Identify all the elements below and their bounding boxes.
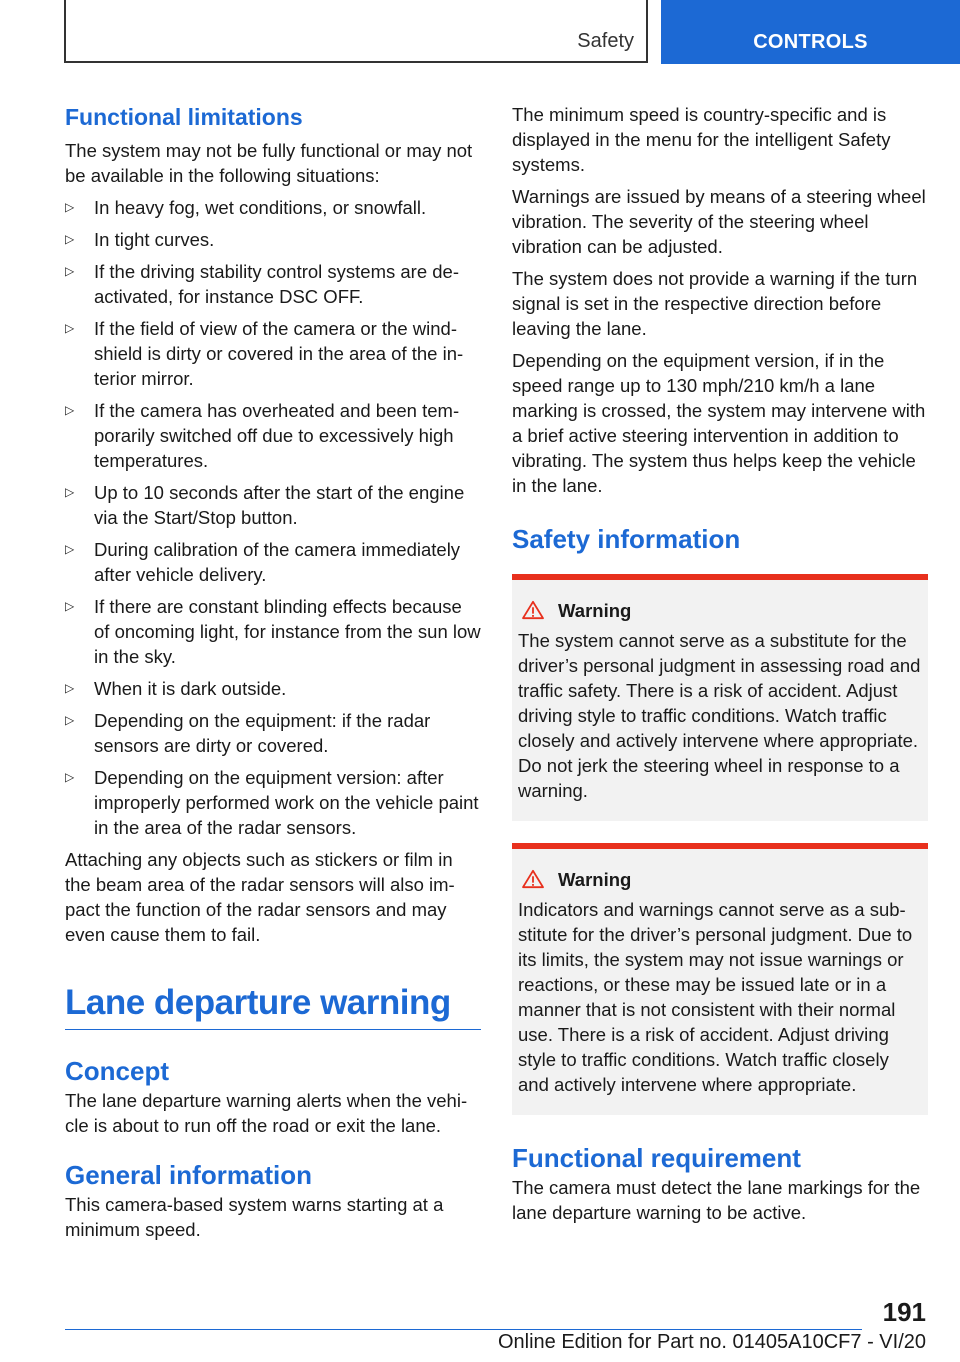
warning-triangle-icon [520,869,546,889]
concept-heading: Concept [65,1056,169,1086]
list-item: ▷ Depending on the equipment: if the radar sensors are dirty or covered. [65,710,431,756]
triangle-right-icon: ▷ [65,542,75,556]
paragraph: The minimum speed is country-specific and is displayed in the menu for the intelligent Safety systems. [512,104,891,175]
footer-rule [65,1329,862,1330]
list-item: ▷ Depending on the equipment version: after improperly performed work on the vehicle paint in the area of the radar sensors. [65,767,479,838]
triangle-right-icon: ▷ [65,232,75,246]
functional-requirement-heading: Functional requirement [512,1143,801,1173]
header-section-title: Safety [577,30,634,52]
paragraph: Depending on the equipment version, if in the speed range up to 130 mph/210 km/h a lane marking is crossed, the system may intervene with a brief active steering intervention in addition to vibrating. The system thus helps keep the vehicle in the lane. [512,350,926,496]
triangle-right-icon: ▷ [65,485,75,499]
warning-title: Warning [518,598,922,624]
list-item: ▷ If there are constant blinding effects because of oncoming light, for instance from the sun low in the sky. [65,596,481,667]
list-item: ▷ In tight curves. [65,229,215,250]
paragraph: The system does not provide a warning if the turn signal is set in the respective direction before leaving the lane. [512,268,918,339]
triangle-right-icon: ▷ [65,200,75,214]
list-item: ▷ If the camera has overheated and been temporarily switched off due to excessively high temperatures. [65,400,460,471]
warning-box [512,574,928,821]
right-column [512,102,928,1232]
list-item: ▷ If the field of view of the camera or the windshield is dirty or covered in the area of the interior mirror. [65,318,464,389]
list-item: ▷ When it is dark outside. [65,678,287,699]
triangle-right-icon: ▷ [65,599,75,613]
triangle-right-icon: ▷ [65,713,75,727]
title-rule [65,1029,481,1030]
limitations-list [65,195,481,840]
general-information-heading: General information [65,1160,313,1190]
triangle-right-icon: ▷ [65,321,75,335]
triangle-right-icon: ▷ [65,770,75,784]
list-item: ▷ If the driving stability control systems are deactivated, for instance DSC OFF. [65,261,460,307]
paragraph: Warnings are issued by means of a steering wheel vibration. The severity of the steering wheel vibration can be adjusted. [512,186,926,257]
limitations-intro: The system may not be fully functional or may not be available in the following situations: [65,140,473,186]
triangle-right-icon: ▷ [65,681,75,695]
warning-box [512,843,928,1115]
page-number: 191 [882,1297,926,1327]
header-chapter-tab[interactable]: CONTROLS [661,0,960,64]
list-item: ▷ Up to 10 seconds after the start of the engine via the Start/Stop button. [65,482,465,528]
triangle-right-icon: ▷ [65,403,75,417]
safety-information-heading: Safety information [512,524,741,554]
header-frame [64,0,648,63]
warning-title: Warning [518,867,922,893]
list-item: ▷ During calibration of the camera immediately after vehicle delivery. [65,539,461,585]
left-column [65,102,481,1249]
lane-departure-title: Lane departure warning [65,983,451,1022]
functional-requirement-text: The camera must detect the lane markings for the lane departure warning to be active. [512,1177,921,1223]
triangle-right-icon: ▷ [65,264,75,278]
functional-limitations-heading: Functional limitations [65,104,303,130]
limitations-outro: Attaching any objects such as stickers or film in the beam area of the radar sensors will also impact the function of the radar sensors and may even cause them to fail. [65,849,455,945]
footer-edition: Online Edition for Part no. 01405A10CF7 - VI/20 [497,1331,926,1353]
general-information-text: This camera-based system warns starting at a minimum speed. [65,1194,444,1240]
warning-text: Indicators and warnings cannot serve as a substitute for the driver’s personal judgment. Due to its limits, the system may not issue warnings or reactions, or these may be issued late or in a manner that is not consistent with their normal use. There is a risk of accident. Adjust driving style to traffic conditions. Watch traffic closely and actively intervene where appropriate. [518,899,913,1095]
concept-text: The lane departure warning alerts when the vehicle is about to run off the road or exit the lane. [65,1090,468,1136]
warning-text: The system cannot serve as a substitute for the driver’s personal judgment in assessing road and traffic safety. There is a risk of accident. Adjust driving style to traffic conditions. Watch traffic closely and actively intervene where appropriate. Do not jerk the steering wheel in response to a warning. [518,630,921,801]
warning-triangle-icon [520,600,546,620]
list-item: ▷ In heavy fog, wet conditions, or snowfall. [65,197,427,218]
